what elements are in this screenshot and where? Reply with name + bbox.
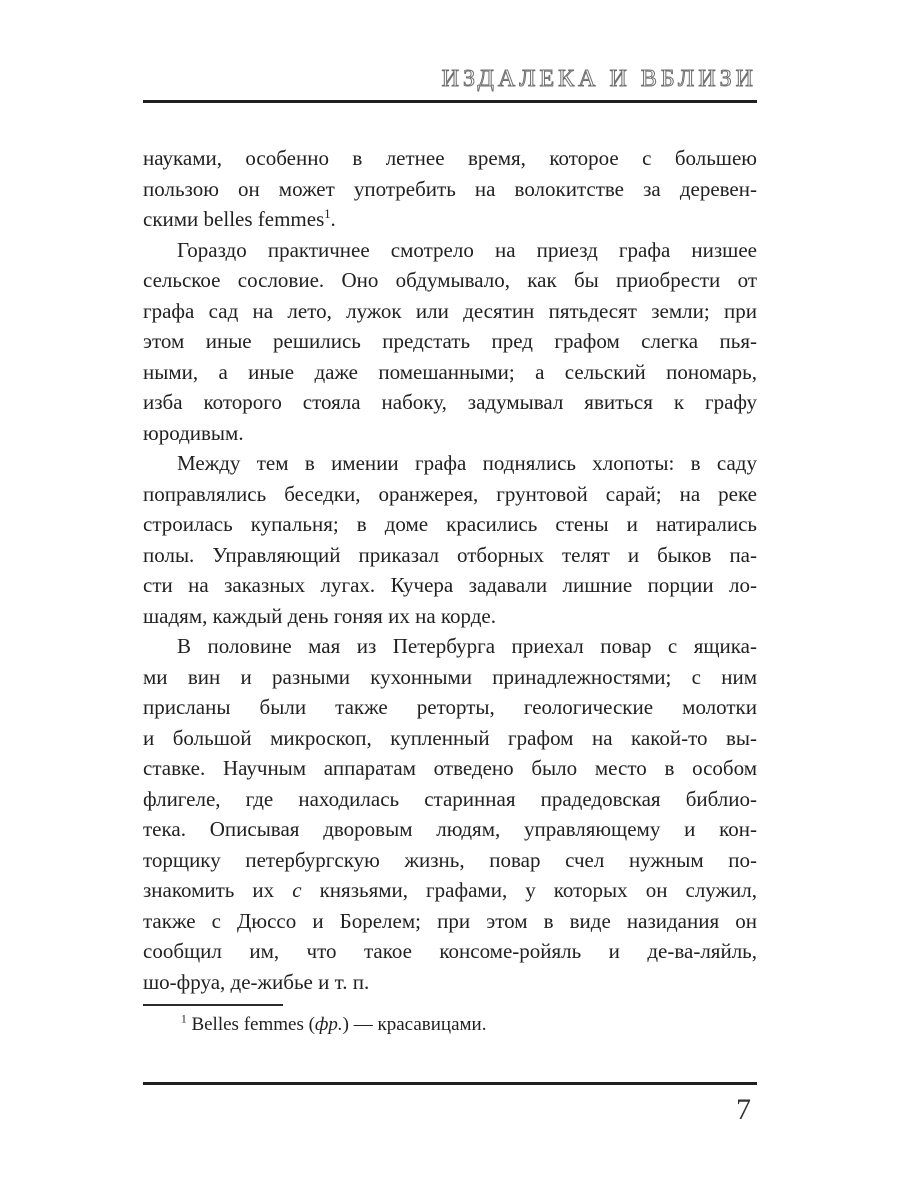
body-text bbox=[143, 143, 757, 997]
footer-rule bbox=[143, 1082, 757, 1085]
text-line bbox=[143, 174, 757, 205]
text-line bbox=[143, 723, 757, 754]
footnote-marker: 1 bbox=[181, 1013, 187, 1026]
text-run: строилась купальня; в доме красились стены и натирались bbox=[143, 512, 757, 536]
text-line bbox=[143, 662, 757, 693]
text-line bbox=[143, 326, 757, 357]
text-run: Между тем в имении графа поднялись хлопоты: в саду bbox=[177, 451, 757, 475]
text-run: изба которого стояла набоку, задумывал явиться к графу bbox=[143, 390, 757, 414]
text-run: князьями, графами, у которых он служил, bbox=[301, 878, 757, 902]
text-line bbox=[143, 845, 757, 876]
text-line bbox=[143, 265, 757, 296]
text-line bbox=[143, 814, 757, 845]
text-run: В половине мая из Петербурга приехал повар с ящика- bbox=[177, 634, 757, 658]
text-run: ными, а иные даже помешанными; а сельский пономарь, bbox=[143, 359, 757, 384]
text-run: полы. Управляющий приказал отборных телят и быков па- bbox=[143, 542, 757, 567]
text-run: также с Дюссо и Борелем; при этом в виде назидания он bbox=[143, 908, 757, 933]
text-line bbox=[143, 540, 757, 571]
text-line bbox=[143, 631, 757, 662]
page-number: 7 bbox=[736, 1093, 751, 1126]
text-line bbox=[143, 967, 757, 998]
text-line bbox=[143, 479, 757, 510]
text-line bbox=[143, 204, 757, 235]
text-run: науками, особенно в летнее время, которое с большею bbox=[143, 146, 757, 170]
text-run: фр. bbox=[314, 1014, 343, 1035]
text-line bbox=[143, 143, 757, 174]
text-line bbox=[143, 235, 757, 266]
text-run: сти на заказных лугах. Кучера задавали лишние порции ло- bbox=[143, 573, 757, 597]
text-line bbox=[143, 906, 757, 937]
running-head-title: ИЗДАЛЕКА И ВБЛИЗИ bbox=[441, 66, 757, 92]
text-run: торщику петербургскую жизнь, повар счел нужным по- bbox=[143, 847, 757, 872]
text-line bbox=[143, 784, 757, 815]
text-run: ) — красавицами. bbox=[342, 1014, 487, 1035]
text-run: шо-фруа, де-жибье и т. п. bbox=[143, 969, 370, 994]
text-run: пользою он может употребить на волокитстве за деревен- bbox=[143, 176, 757, 201]
header-rule bbox=[143, 100, 757, 103]
text-run: шадям, каждый день гоняя их на корде. bbox=[143, 603, 497, 628]
text-line bbox=[143, 753, 757, 784]
text-line bbox=[143, 1011, 757, 1039]
text-run: ми вин и разными кухонными принадлежностями; с ним bbox=[143, 664, 757, 689]
paragraph bbox=[143, 448, 757, 631]
text-run: . bbox=[330, 207, 336, 231]
text-run: Belles femmes ( bbox=[186, 1014, 315, 1035]
text-line bbox=[143, 357, 757, 388]
text-run: Гораздо практичнее смотрело на приезд графа низшее bbox=[177, 237, 757, 262]
text-line bbox=[143, 601, 757, 632]
text-line bbox=[143, 296, 757, 327]
paragraph bbox=[143, 631, 757, 997]
text-line bbox=[143, 387, 757, 418]
text-run: ставке. Научным аппаратам отведено было место в особом bbox=[143, 756, 757, 780]
text-run: поправлялись беседки, оранжерея, грунтовой сарай; на реке bbox=[143, 481, 757, 506]
text-run: графа сад на лето, лужок или десятин пятьдесят земли; при bbox=[143, 298, 757, 323]
footnote-rule bbox=[143, 1004, 283, 1006]
text-run: флигеле, где находилась старинная прадедовская библио- bbox=[143, 786, 757, 811]
text-line bbox=[143, 448, 757, 479]
text-line bbox=[143, 936, 757, 967]
text-run: присланы были также реторты, геологические молотки bbox=[143, 695, 757, 719]
text-run: с bbox=[292, 878, 302, 902]
text-run: знакомить их bbox=[143, 878, 293, 902]
text-line bbox=[143, 418, 757, 449]
text-run: сельское сословие. Оно обдумывало, как бы приобрести от bbox=[143, 268, 757, 292]
text-run: юродивым. bbox=[143, 420, 244, 445]
text-run: тека. Описывая дворовым людям, управляющему и кон- bbox=[143, 817, 757, 841]
text-run: скими belles femmes bbox=[143, 207, 325, 231]
text-line bbox=[143, 692, 757, 723]
text-run: этом иные решились предстать пред графом слегка пья- bbox=[143, 329, 757, 353]
paragraph bbox=[143, 235, 757, 449]
text-line bbox=[143, 875, 757, 906]
footnote-text bbox=[143, 1011, 757, 1039]
footnote-marker: 1 bbox=[324, 207, 331, 221]
paragraph bbox=[143, 143, 757, 235]
text-line bbox=[143, 509, 757, 540]
text-run: сообщил им, что такое консоме-ройяль и де-ва-ляйль, bbox=[143, 939, 757, 963]
text-run: и большой микроскоп, купленный графом на какой-то вы- bbox=[143, 725, 757, 750]
text-line bbox=[143, 570, 757, 601]
